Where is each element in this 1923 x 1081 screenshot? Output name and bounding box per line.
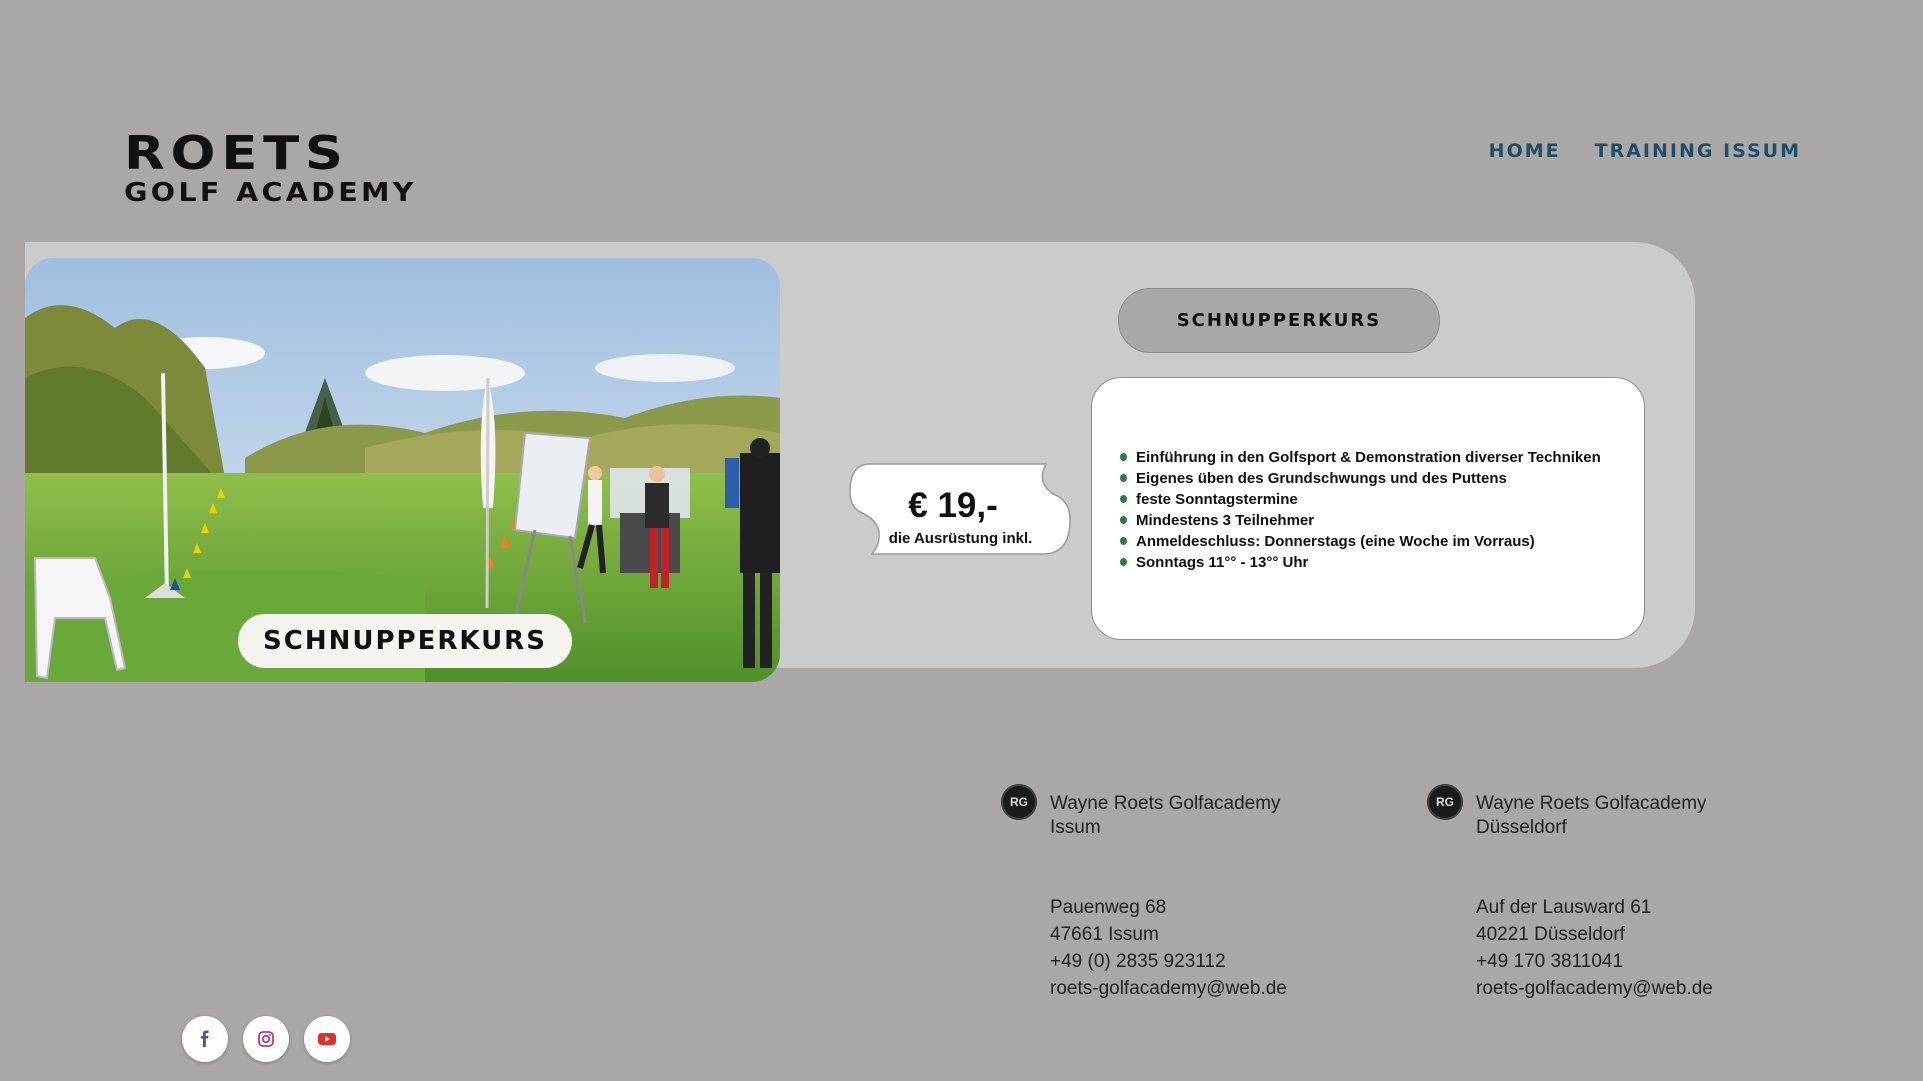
address-street: Pauenweg 68 — [1050, 897, 1167, 918]
address-city: 40221 Düsseldorf — [1476, 924, 1625, 945]
email-address[interactable]: roets-golfacademy@web.de — [1050, 978, 1287, 999]
location-name: Wayne Roets Golfacademy Düsseldorf — [1476, 793, 1707, 838]
site-logo[interactable] — [124, 126, 417, 208]
phone-number[interactable]: +49 170 3811041 — [1476, 951, 1624, 972]
schnupperkurs-button[interactable]: SCHNUPPERKURS — [1118, 288, 1440, 353]
nav-training-issum[interactable]: TRAINING ISSUM — [1594, 140, 1801, 162]
youtube-button[interactable] — [304, 1016, 350, 1062]
social-links — [182, 1016, 350, 1062]
feature-item: Einführung in den Golfsport & Demonstration diverser Techniken — [1120, 447, 1601, 468]
facebook-icon — [196, 1030, 214, 1048]
feature-item: Eigenes üben des Grundschwungs und des Puttens — [1120, 468, 1601, 489]
email-address[interactable]: roets-golfacademy@web.de — [1476, 978, 1713, 999]
location-name: Wayne Roets Golfacademy Issum — [1050, 793, 1281, 838]
photo-caption-badge: SCHNUPPERKURS — [238, 614, 572, 668]
rg-logo-icon: RG — [1427, 784, 1463, 820]
feature-item: Mindestens 3 Teilnehmer — [1120, 510, 1601, 531]
price-tag — [848, 462, 1076, 556]
course-details-box — [1091, 377, 1645, 640]
price-note: die Ausrüstung inkl. — [888, 530, 1033, 547]
address-street: Auf der Lausward 61 — [1476, 897, 1652, 918]
logo-subtitle: GOLF ACADEMY — [124, 178, 417, 208]
facebook-button[interactable] — [182, 1016, 228, 1062]
course-feature-list — [1120, 447, 1601, 573]
instagram-icon — [257, 1030, 275, 1048]
nav-home[interactable]: HOME — [1488, 140, 1561, 162]
main-nav — [1489, 140, 1801, 162]
location-address — [1476, 894, 1796, 1002]
feature-item: Sonntags 11°° - 13°° Uhr — [1120, 552, 1601, 573]
instagram-button[interactable] — [243, 1016, 289, 1062]
feature-item: feste Sonntagstermine — [1120, 489, 1601, 510]
location-address — [1050, 894, 1370, 1002]
feature-item: Anmeldeschluss: Donnerstags (eine Woche im Vorraus) — [1120, 531, 1601, 552]
price-value: € 19,- — [908, 486, 998, 525]
youtube-icon — [317, 1031, 337, 1047]
phone-number[interactable]: +49 (0) 2835 923112 — [1050, 951, 1226, 972]
rg-logo-icon: RG — [1001, 784, 1037, 820]
logo-title: ROETS — [124, 126, 349, 180]
address-city: 47661 Issum — [1050, 924, 1159, 945]
